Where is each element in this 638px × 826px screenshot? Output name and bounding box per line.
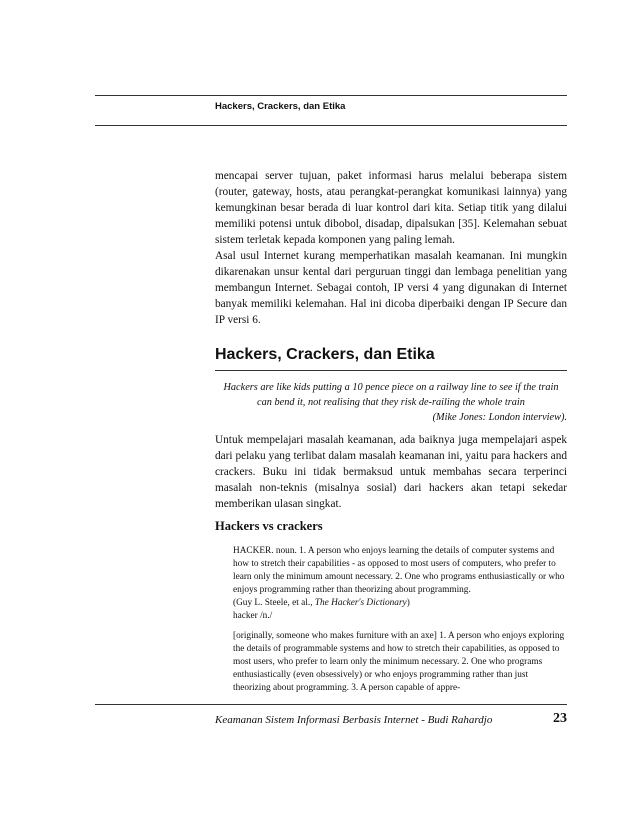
header-rule <box>95 125 567 126</box>
running-header: Hackers, Crackers, dan Etika <box>215 101 346 112</box>
citation-suffix: ) <box>406 598 410 608</box>
section-rule <box>215 370 567 371</box>
paragraph-2: Asal usul Internet kurang memperhatikan masalah keamanan. Ini mungkin dikarenakan unsur kental dari perguruan tinggi dan lembaga penelitian yang membangun Internet. Sebagai contoh, IP versi 4 yang digunakan di Internet banyak memiliki kelemahan. Hal ini dicoba diperbaiki dengan IP Secure dan IP versi 6. <box>215 250 567 326</box>
paragraph-1: mencapai server tujuan, paket informasi harus melalui beberapa sistem (router, gateway, hosts, atau perangkat-perangkat komunikasi lainnya) yang kemungkinan besar berada di luar kontrol dari kita. Setiap titik yang dilalui memiliki potensi untuk dibobol, disadap, dipalsukan [35]. Kelemahan sebuat sistem terletak kepada komponen yang paling lemah. <box>215 170 567 246</box>
subsection-heading: Hackers vs crackers <box>215 519 323 533</box>
footer-text: Keamanan Sistem Informasi Berbasis Internet - Budi Rahardjo <box>215 714 493 726</box>
epigraph-source: (Mike Jones: London interview). <box>432 412 567 423</box>
paragraph-3: Untuk mempelajari masalah keamanan, ada baiknya juga mempelajari aspek dari pelaku yang terlibat dalam masalah keamanan ini, yaitu para hackers and crackers. Buku ini tidak bermaksud untuk membahas secara terperinci masalah non-teknis (misalnya sosial) dari hackers akan tetapi sekedar memberikan ulasan singkat. <box>215 434 567 510</box>
epigraph-text: Hackers are like kids putting a 10 pence piece on a railway line to see if the train can bend it, not realising that they risk de-railing the whole train <box>223 382 559 408</box>
footer-rule <box>95 704 567 705</box>
citation-prefix: (Guy L. Steele, et al., <box>233 598 315 608</box>
definition-text: HACKER. noun. 1. A person who enjoys learning the details of computer systems and how to stretch their capabilities - as opposed to most users of computers, who prefer to learn only the minimum amount necessary. 2. One who programs enthusiastically or who enjoys programming rather than theorizing about programming. <box>233 546 565 595</box>
definition-hacker-jargon: [originally, someone who makes furniture with an axe] 1. A person who enjoys exploring the details of programmable systems and how to stretch their capabilities, as opposed to most users, who prefer to learn only the minimum necessary. 2. One who programs enthusiastically (even obsessively) or who enjoys programming rather than just theorizing about programming. 3. A person capable of appre- <box>233 631 565 693</box>
section-heading: Hackers, Crackers, dan Etika <box>215 346 435 363</box>
definition-hacker-noun <box>233 545 567 610</box>
definition-hacker-term: hacker /n./ <box>233 611 273 621</box>
page-number: 23 <box>553 711 567 726</box>
top-rule <box>95 95 567 96</box>
epigraph <box>215 380 567 425</box>
citation-title: The Hacker's Dictionary <box>314 598 407 608</box>
